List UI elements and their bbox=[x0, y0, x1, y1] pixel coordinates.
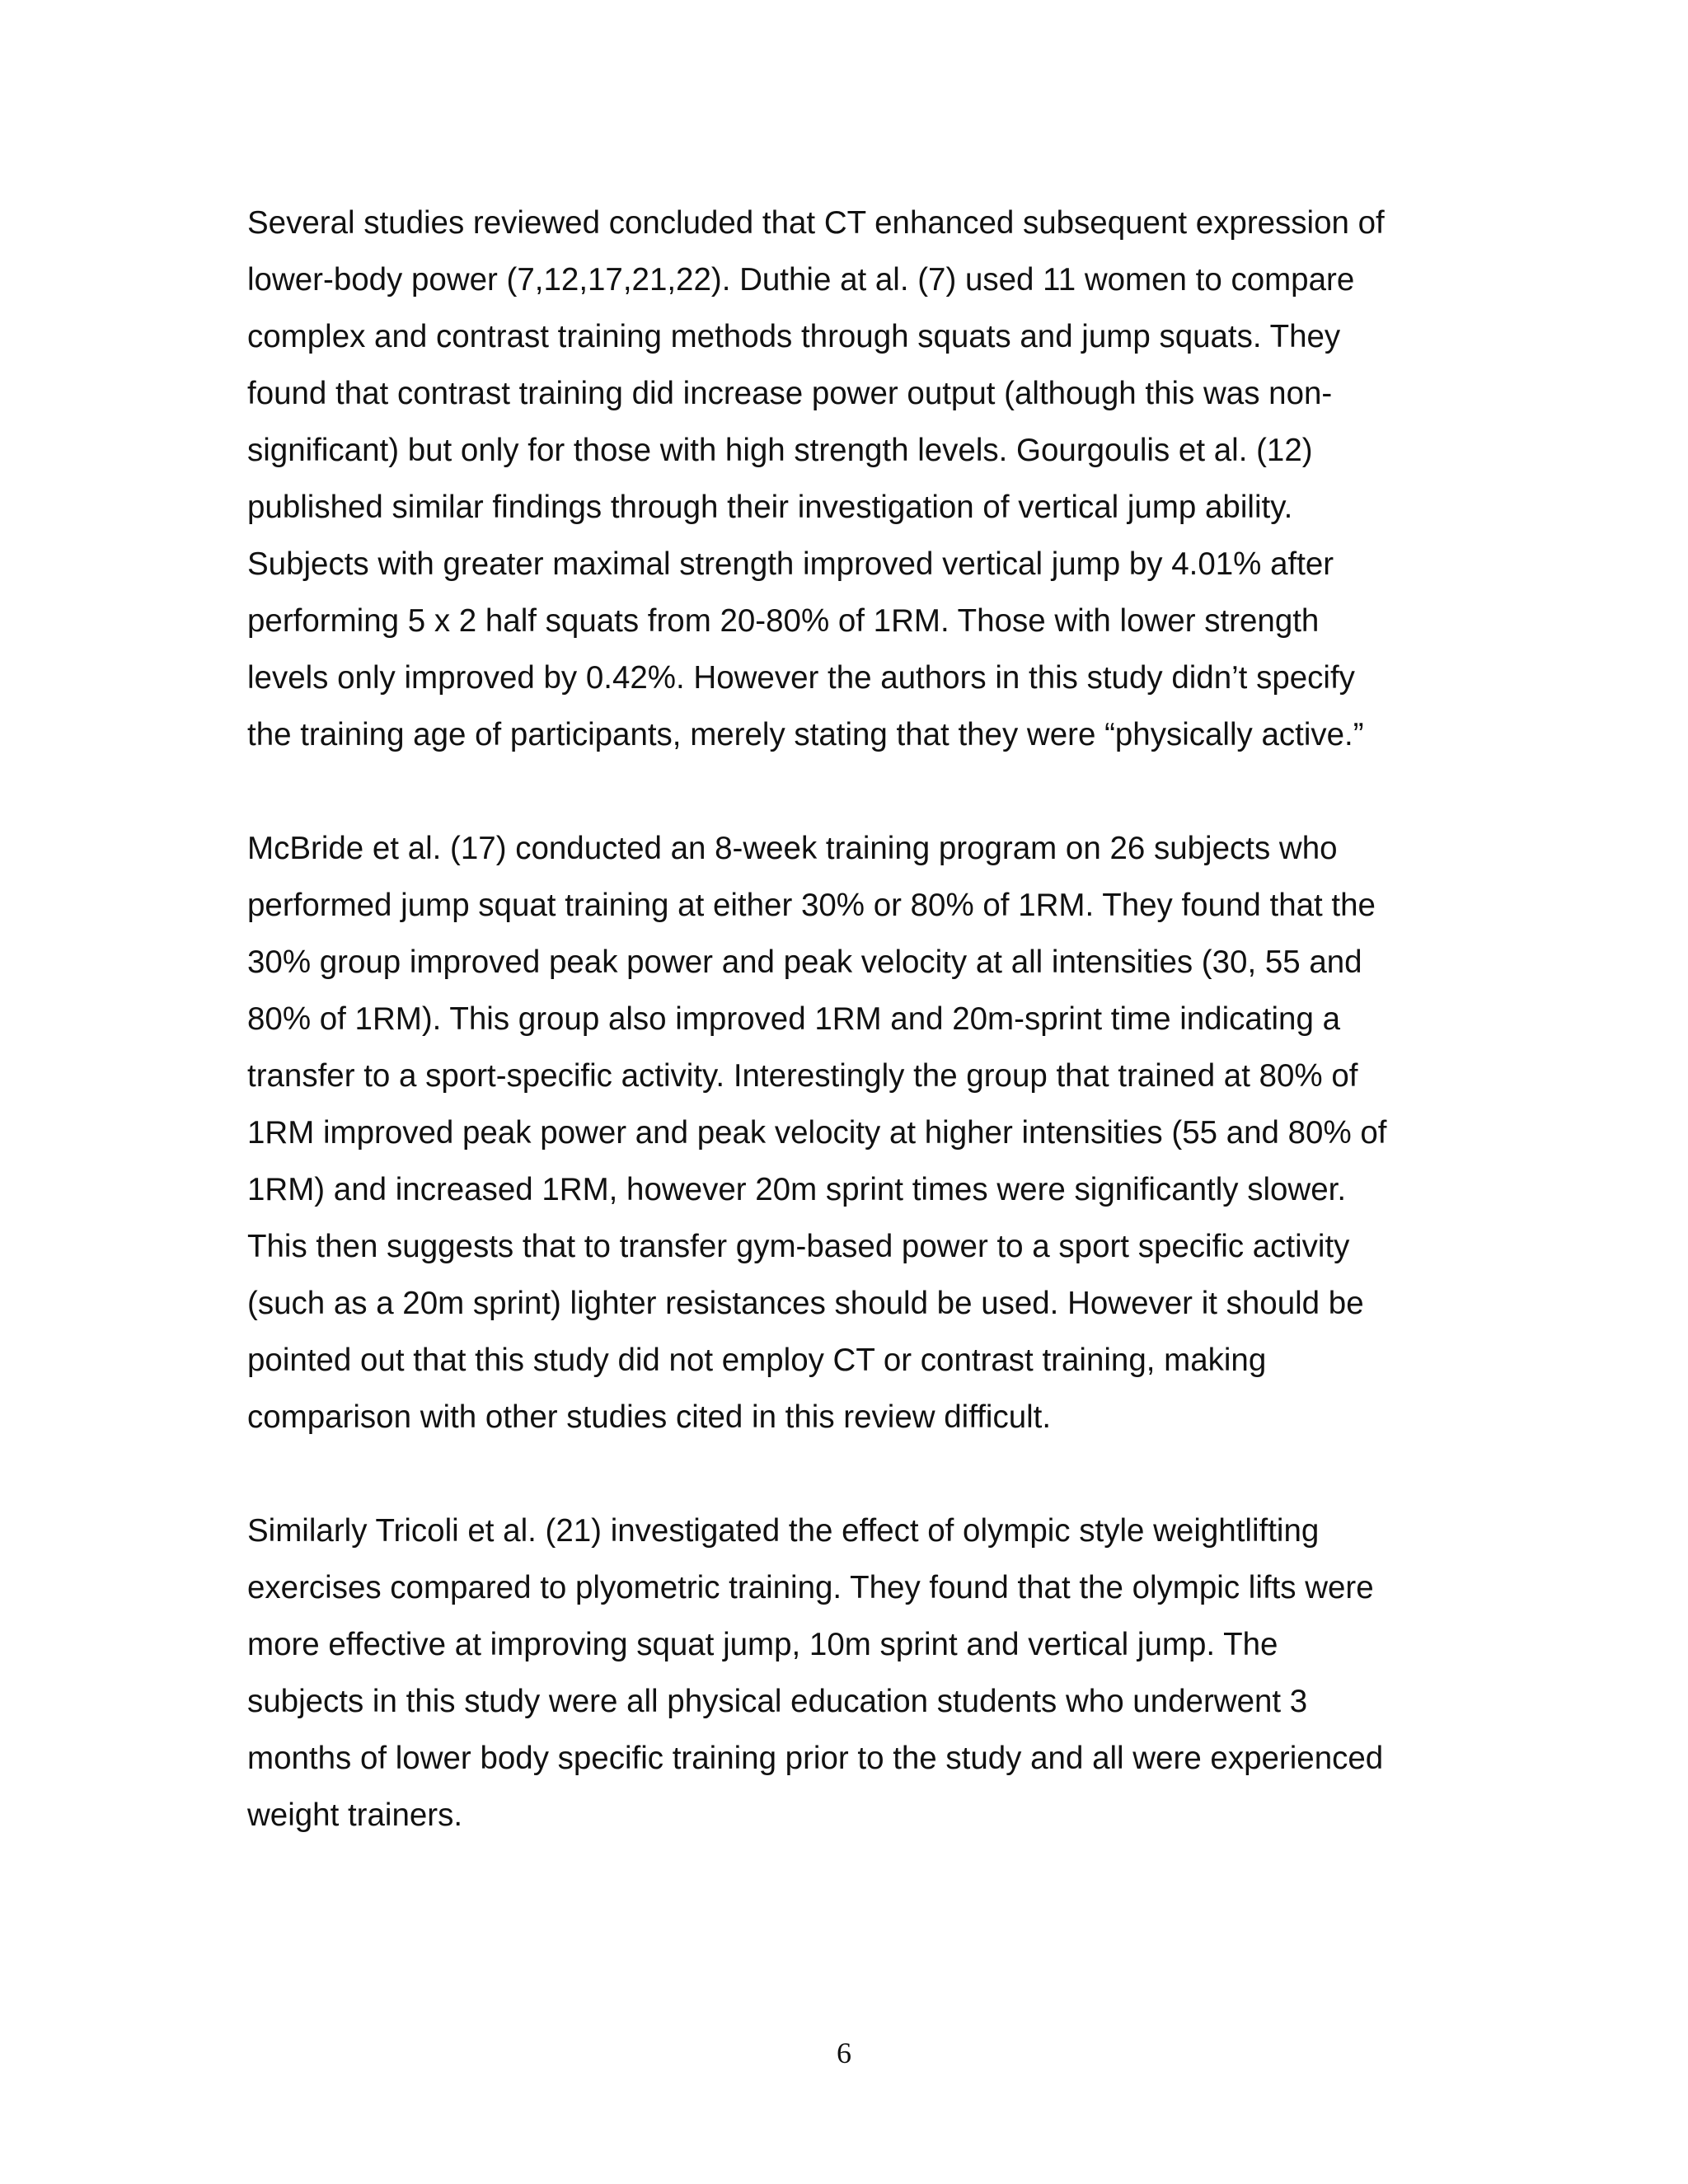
text-line: performed jump squat training at either 30% or 80% of 1RM. They found that the bbox=[247, 888, 1376, 923]
text-line: Several studies reviewed concluded that CT enhanced subsequent expression of bbox=[247, 205, 1385, 241]
text-line: lower-body power (7,12,17,21,22). Duthie at al. (7) used 11 women to compare bbox=[247, 262, 1355, 298]
text-line: transfer to a sport-specific activity. Interestingly the group that trained at 80% of bbox=[247, 1058, 1358, 1094]
text-line: 30% group improved peak power and peak velocity at all intensities (30, 55 and bbox=[247, 944, 1362, 980]
text-line: (such as a 20m sprint) lighter resistances should be used. However it should be bbox=[247, 1286, 1364, 1321]
text-line: 1RM) and increased 1RM, however 20m sprint times were significantly slower. bbox=[247, 1172, 1347, 1207]
paragraph-2 bbox=[247, 820, 1451, 1446]
text-line: comparison with other studies cited in this review difficult. bbox=[247, 1399, 1052, 1435]
text-line: 80% of 1RM). This group also improved 1RM and 20m-sprint time indicating a bbox=[247, 1001, 1340, 1037]
paragraph-1 bbox=[247, 194, 1451, 763]
paragraph-spacer bbox=[247, 763, 1451, 820]
text-line: Similarly Tricoli et al. (21) investigated the effect of olympic style weightlifting bbox=[247, 1513, 1320, 1549]
text-line: pointed out that this study did not employ CT or contrast training, making bbox=[247, 1343, 1267, 1378]
body-text bbox=[247, 194, 1451, 1844]
text-line: the training age of participants, merely stating that they were “physically active.” bbox=[247, 717, 1364, 752]
paragraph-3 bbox=[247, 1502, 1451, 1844]
text-line: more effective at improving squat jump, 10m sprint and vertical jump. The bbox=[247, 1627, 1278, 1662]
text-line: Subjects with greater maximal strength improved vertical jump by 4.01% after bbox=[247, 546, 1334, 582]
text-line: found that contrast training did increase power output (although this was non- bbox=[247, 376, 1333, 411]
text-line: subjects in this study were all physical education students who underwent 3 bbox=[247, 1684, 1308, 1719]
text-line: complex and contrast training methods through squats and jump squats. They bbox=[247, 319, 1341, 354]
text-line: exercises compared to plyometric training. They found that the olympic lifts were bbox=[247, 1570, 1374, 1605]
text-line: published similar findings through their investigation of vertical jump ability. bbox=[247, 490, 1293, 525]
text-line: This then suggests that to transfer gym-based power to a sport specific activity bbox=[247, 1229, 1350, 1264]
text-line: weight trainers. bbox=[247, 1797, 463, 1833]
text-line: months of lower body specific training prior to the study and all were experienced bbox=[247, 1741, 1384, 1776]
text-line: performing 5 x 2 half squats from 20-80% of 1RM. Those with lower strength bbox=[247, 603, 1320, 639]
text-line: 1RM improved peak power and peak velocity at higher intensities (55 and 80% of bbox=[247, 1115, 1387, 1151]
text-line: significant) but only for those with high strength levels. Gourgoulis et al. (12) bbox=[247, 433, 1313, 468]
paragraph-spacer bbox=[247, 1446, 1451, 1502]
text-line: McBride et al. (17) conducted an 8-week training program on 26 subjects who bbox=[247, 831, 1338, 866]
page-number: 6 bbox=[837, 2036, 851, 2069]
text-line: levels only improved by 0.42%. However the authors in this study didn’t specify bbox=[247, 660, 1355, 696]
